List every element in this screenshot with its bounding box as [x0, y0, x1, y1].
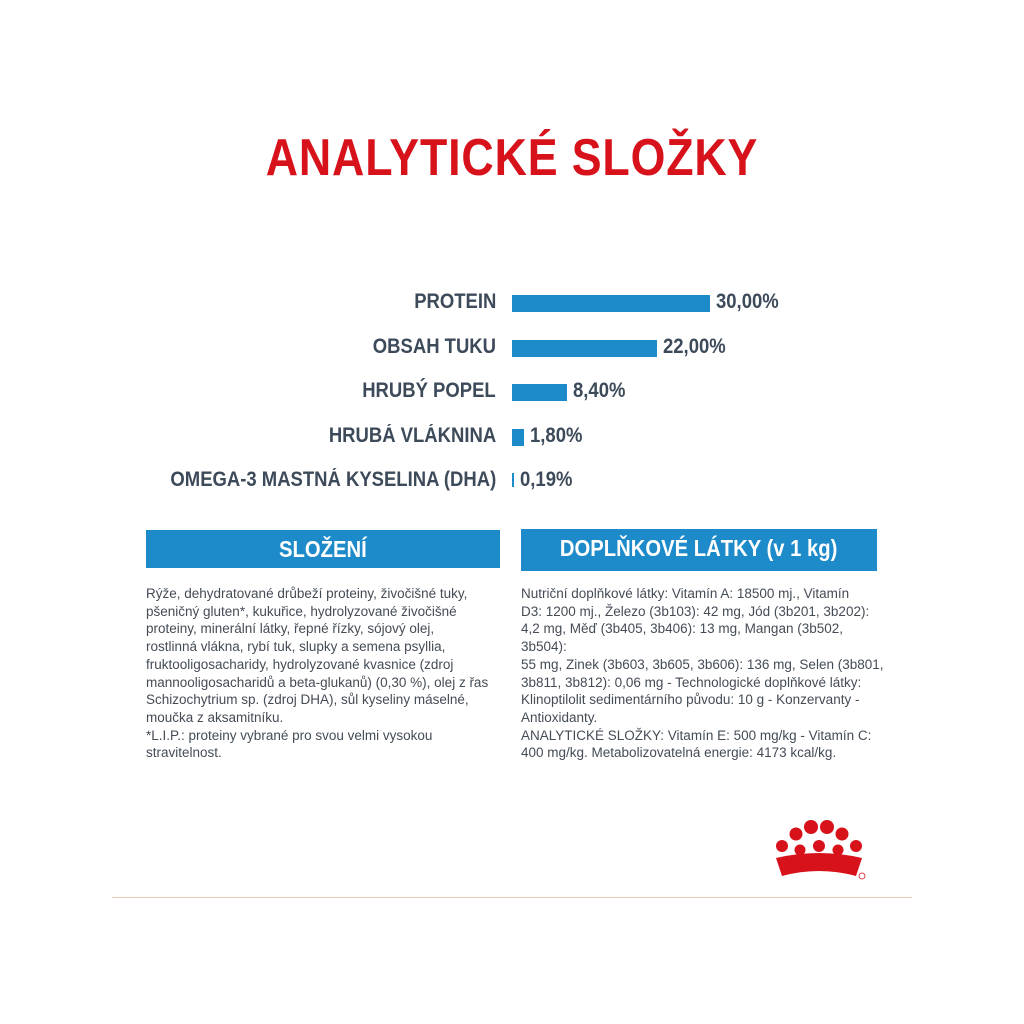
additives-header [521, 529, 877, 571]
bar-label: PROTEIN [413, 290, 496, 313]
bar-value-label: 1,80% [529, 423, 583, 447]
bar-value-label: 0,19% [520, 468, 573, 491]
composition-line: Rýže, dehydratované drůbeží proteiny, živočišné tuky, [146, 586, 468, 601]
bar-value-label: 8,40% [573, 379, 626, 402]
additives-line: 400 mg/kg. Metabolizovatelná energie: 4173 kcal/kg. [521, 745, 837, 761]
additives-line: ANALYTICKÉ SLOŽKY: Vitamín E: 500 mg/kg - Vitamín C: [521, 727, 872, 743]
bar [512, 340, 657, 357]
composition-line: stravitelnost. [146, 745, 222, 761]
composition-line: pšeničný gluten*, kukuřice, hydrolyzované živočišné [146, 603, 457, 619]
crown-icon [770, 818, 870, 882]
bar [512, 295, 710, 312]
composition-line: *L.I.P.: proteiny vybrané pro svou velmi vysokou [146, 727, 433, 743]
bar-label: HRUBÁ VLÁKNINA [328, 423, 496, 447]
bar-value-label: 30,00% [716, 290, 779, 313]
bottom-divider [112, 897, 912, 898]
composition-line: rostlinná vlákna, rybí tuk, slupky a semena psyllia, [146, 639, 446, 655]
additives-line: Klinoptilolit sedimentárního původu: 10 g - Konzervanty - [521, 692, 860, 708]
additives-line: Nutriční doplňkové látky: Vitamín A: 18500 mj., Vitamín [521, 586, 850, 601]
page-title: ANALYTICKÉ SLOŽKY [265, 129, 759, 187]
bar-label: OBSAH TUKU [372, 334, 496, 358]
bar [512, 473, 514, 487]
composition-line: moučka z aksamitníku. [146, 709, 284, 725]
composition-line: fruktooligosacharidy, hydrolyzované kvasnice (zdroj [146, 656, 454, 672]
bar-label: HRUBÝ POPEL [362, 379, 496, 402]
additives-line: 55 mg, Zinek (3b603, 3b605, 3b606): 136 mg, Selen (3b801, [521, 656, 884, 672]
bar-label: OMEGA-3 MASTNÁ KYSELINA (DHA) [170, 468, 496, 491]
bar-value-label: 22,00% [663, 334, 726, 358]
composition-header [146, 530, 500, 568]
composition-line: mannooligosacharidů a beta-glukanů) (0,30 %), olej z řas [146, 674, 489, 690]
additives-line: Antioxidanty. [521, 709, 598, 725]
composition-line: Schizochytrium sp. (zdroj DHA), sůl kyseliny máselné, [146, 692, 469, 708]
bar [512, 429, 524, 446]
additives-line: D3: 1200 mj., Železo (3b103): 42 mg, Jód (3b201, 3b202): [521, 603, 870, 619]
additives-header-label: DOPLŇKOVÉ LÁTKY (v 1 kg) [560, 535, 838, 561]
composition-line: proteiny, minerální látky, řepné řízky, sójový olej, [146, 621, 435, 637]
additives-line: 3b811, 3b812): 0,06 mg - Technologické doplňkové látky: [521, 674, 862, 690]
composition-header-label: SLOŽENÍ [279, 536, 367, 562]
bar [512, 384, 567, 401]
composition-text [146, 585, 506, 762]
additives-line: 4,2 mg, Měď (3b405, 3b406): 13 mg, Mangan (3b502, 3b504): [521, 621, 843, 655]
additives-text [521, 585, 891, 762]
